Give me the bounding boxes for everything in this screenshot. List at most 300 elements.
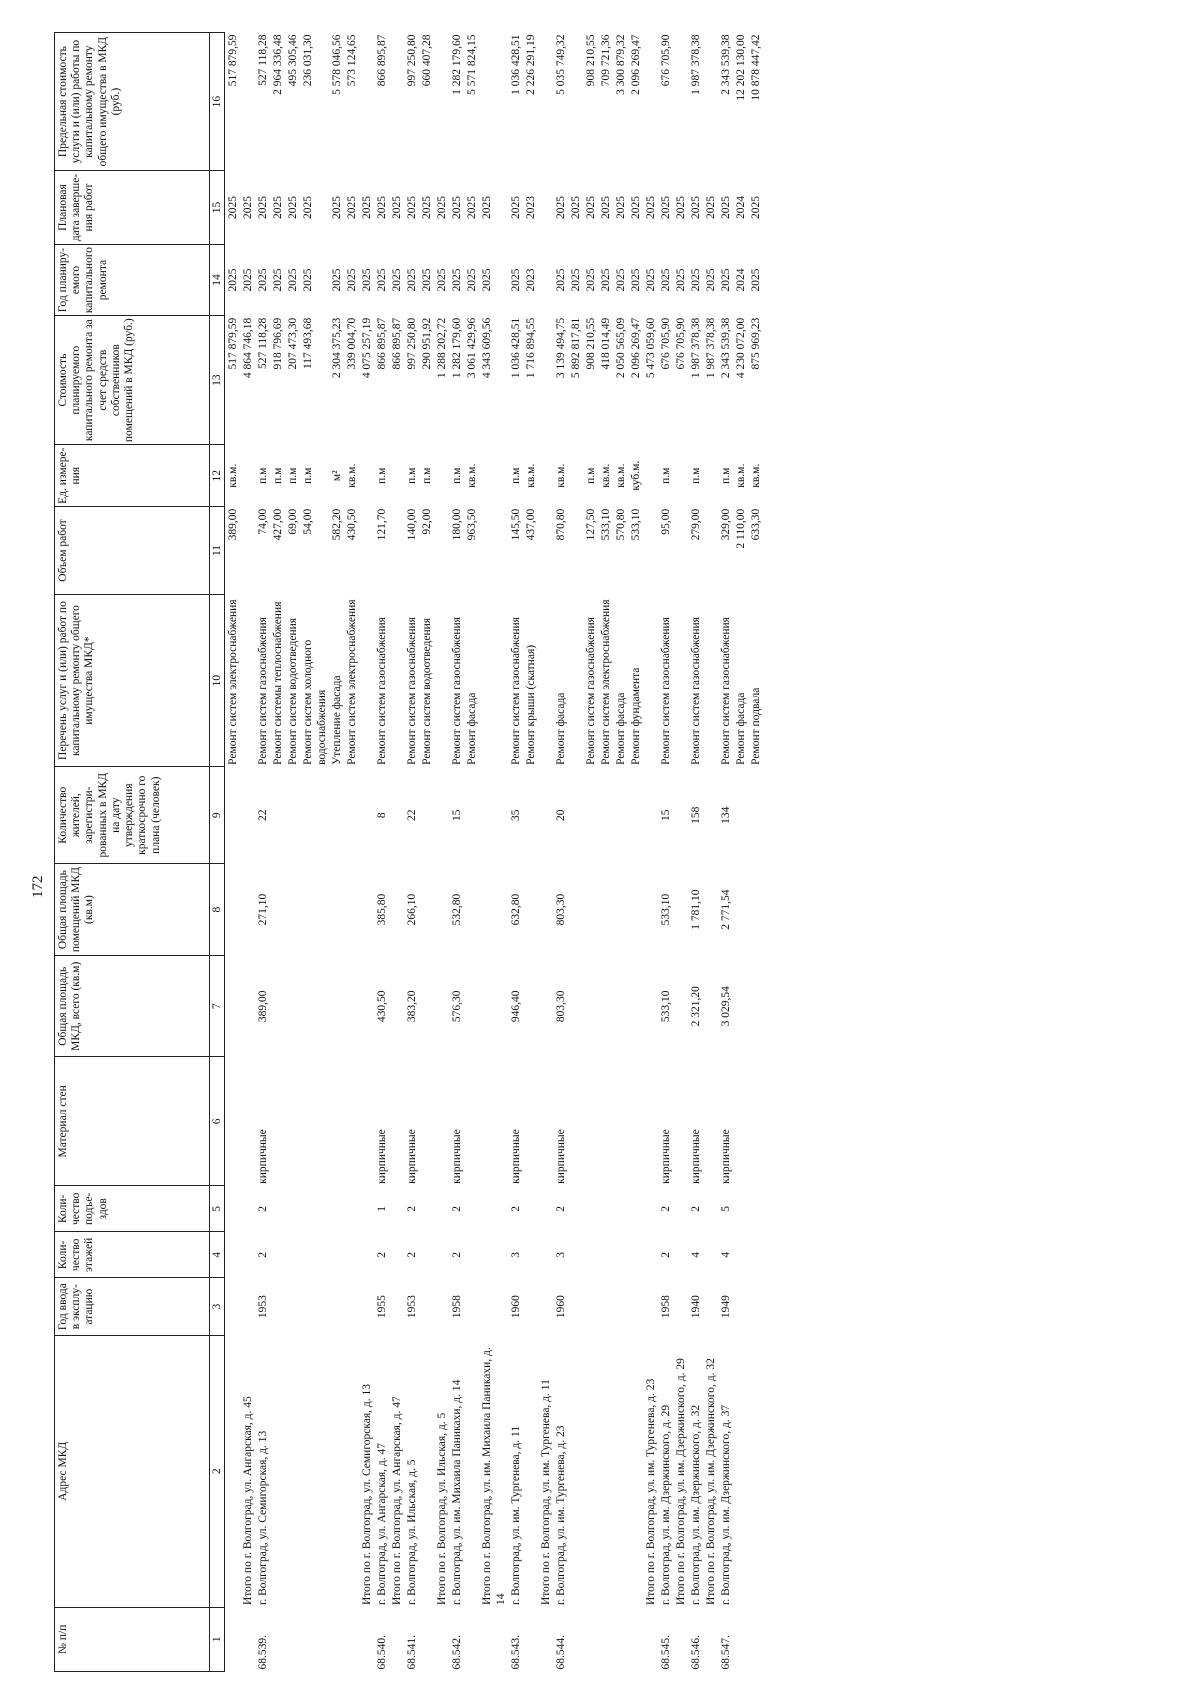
year-built-cell xyxy=(389,1278,404,1336)
premises-area-cell xyxy=(329,864,344,956)
floors-cell xyxy=(628,1232,643,1278)
address-cell: г. Волгоград, ул. им. Тургенева, д. 23 xyxy=(555,1425,567,1606)
column-header-11: Объем работ xyxy=(55,507,210,594)
column-header-14: Год планируемого капитального ремонта xyxy=(55,244,210,315)
entrances-cell: 2 xyxy=(660,1205,672,1212)
work-type-cell: Ремонт систем газоснабжения xyxy=(720,617,732,765)
planned-cost-cell: 1 288 202,72 xyxy=(436,317,448,379)
work-volume-cell xyxy=(479,507,508,594)
unit-cell: п.м xyxy=(287,467,299,484)
planned-cost-cell: 1 716 894,55 xyxy=(525,317,537,379)
residents-cell xyxy=(523,767,538,864)
year-built-cell xyxy=(344,1278,359,1336)
repair-year-cell: 2025 xyxy=(361,268,373,292)
planned-cost-cell xyxy=(538,316,553,445)
planned-cost-cell: 527 118,28 xyxy=(257,317,269,370)
address-cell: г. Волгоград, ул. Ангарская, д. 47 xyxy=(376,1442,388,1606)
limit-cost-cell: 10 878 447,42 xyxy=(750,34,762,101)
column-header-5: Количество подъездов xyxy=(55,1186,210,1232)
column-number-8: 8 xyxy=(210,864,225,956)
unit-cell: п.м xyxy=(257,467,269,484)
floors-cell xyxy=(583,1232,598,1278)
planned-cost-cell: 3 061 429,96 xyxy=(466,317,478,379)
work-type-cell xyxy=(568,594,583,767)
planned-cost-cell: 676 705,90 xyxy=(660,317,672,370)
table-row xyxy=(733,33,748,1672)
work-type-cell: Ремонт систем электроснабжения xyxy=(600,599,612,765)
premises-area-cell xyxy=(673,864,688,956)
residents-cell xyxy=(598,767,613,864)
entrances-cell xyxy=(329,1186,344,1232)
total-area-cell xyxy=(538,956,553,1057)
total-area-cell: 803,30 xyxy=(555,990,567,1023)
limit-cost-cell: 1 987 378,38 xyxy=(690,34,702,95)
unit-cell: п.м xyxy=(720,467,732,484)
table-row xyxy=(688,33,703,1672)
row-number-cell xyxy=(748,1607,763,1671)
work-volume-cell: 870,80 xyxy=(555,508,567,541)
limit-cost-cell: 3 300 879,32 xyxy=(615,34,627,95)
unit-cell: п.м xyxy=(376,467,388,484)
completion-date-cell: 2024 xyxy=(735,196,747,220)
floors-cell xyxy=(344,1232,359,1278)
work-type-cell xyxy=(240,594,255,767)
work-volume-cell xyxy=(643,507,658,594)
year-built-cell xyxy=(300,1278,329,1336)
header-row xyxy=(55,33,210,1672)
wall-material-cell xyxy=(344,1057,359,1186)
wall-material-cell: кирпичные xyxy=(690,1129,702,1184)
address-cell xyxy=(733,1335,748,1607)
work-type-cell: Ремонт систем газоснабжения xyxy=(376,617,388,765)
planned-cost-cell: 5 473 059,60 xyxy=(645,317,657,379)
planned-cost-cell: 4 075 257,19 xyxy=(361,317,373,379)
work-volume-cell xyxy=(568,507,583,594)
premises-area-cell xyxy=(583,864,598,956)
wall-material-cell xyxy=(285,1057,300,1186)
table-row xyxy=(449,33,464,1672)
planned-cost-cell: 2 096 269,47 xyxy=(630,317,642,379)
column-number-10: 10 xyxy=(210,594,225,767)
wall-material-cell xyxy=(464,1057,479,1186)
row-number-cell xyxy=(568,1607,583,1671)
unit-cell: п.м xyxy=(421,467,433,484)
work-volume-cell: 389,00 xyxy=(227,508,239,541)
wall-material-cell xyxy=(643,1057,658,1186)
premises-area-cell xyxy=(538,864,553,956)
planned-cost-cell: 5 892 817,81 xyxy=(570,317,582,379)
repair-year-cell xyxy=(538,244,553,315)
work-type-cell: Ремонт систем водоотведения xyxy=(421,617,433,765)
work-type-cell xyxy=(389,594,404,767)
residents-cell: 22 xyxy=(406,809,418,821)
total-area-cell xyxy=(344,956,359,1057)
entrances-cell xyxy=(673,1186,688,1232)
residents-cell xyxy=(613,767,628,864)
page-number: 172 xyxy=(30,875,46,898)
row-number-cell xyxy=(673,1607,688,1671)
wall-material-cell xyxy=(225,1057,241,1186)
completion-date-cell: 2025 xyxy=(376,196,388,220)
row-number-cell xyxy=(643,1607,658,1671)
unit-cell: п.м xyxy=(690,467,702,484)
residents-cell xyxy=(733,767,748,864)
year-built-cell: 1949 xyxy=(720,1295,732,1319)
unit-cell: кв.м. xyxy=(600,463,612,488)
premises-area-cell xyxy=(285,864,300,956)
premises-area-cell xyxy=(568,864,583,956)
premises-area-cell: 533,10 xyxy=(660,893,672,926)
repair-year-cell: 2025 xyxy=(451,268,463,292)
floors-cell xyxy=(538,1232,553,1278)
work-volume-cell: 329,00 xyxy=(720,508,732,541)
residents-cell xyxy=(703,767,718,864)
planned-cost-cell: 2 343 539,38 xyxy=(720,317,732,379)
limit-cost-cell: 517 879,59 xyxy=(227,34,239,87)
table-row xyxy=(628,33,643,1672)
entrances-cell: 2 xyxy=(406,1205,418,1212)
work-type-cell: Ремонт систем газоснабжения xyxy=(690,617,702,765)
completion-date-cell: 2025 xyxy=(242,196,254,220)
total-area-cell xyxy=(643,956,658,1057)
residents-cell xyxy=(359,767,374,864)
repair-year-cell: 2025 xyxy=(302,268,314,292)
limit-cost-cell xyxy=(673,33,688,171)
premises-area-cell xyxy=(300,864,329,956)
repair-year-cell: 2025 xyxy=(391,268,403,292)
table-row xyxy=(270,33,285,1672)
total-area-cell xyxy=(329,956,344,1057)
work-volume-cell: 69,00 xyxy=(287,508,299,535)
residents-cell xyxy=(464,767,479,864)
address-cell xyxy=(300,1335,329,1607)
column-number-9: 9 xyxy=(210,767,225,864)
wall-material-cell xyxy=(568,1057,583,1186)
year-built-cell xyxy=(598,1278,613,1336)
floors-cell xyxy=(240,1232,255,1278)
limit-cost-cell: 908 210,55 xyxy=(585,34,597,87)
work-type-cell: Ремонт систем газоснабжения xyxy=(510,617,522,765)
floors-cell xyxy=(703,1232,718,1278)
table-row xyxy=(613,33,628,1672)
total-area-cell xyxy=(359,956,374,1057)
total-area-cell xyxy=(434,956,449,1057)
table-row xyxy=(329,33,344,1672)
work-type-cell xyxy=(434,594,449,767)
year-built-cell: 1953 xyxy=(406,1295,418,1319)
total-area-cell xyxy=(583,956,598,1057)
total-area-cell xyxy=(748,956,763,1057)
entrances-cell xyxy=(613,1186,628,1232)
completion-date-cell: 2025 xyxy=(346,196,358,220)
wall-material-cell xyxy=(538,1057,553,1186)
completion-date-cell: 2025 xyxy=(705,196,717,220)
column-number-7: 7 xyxy=(210,956,225,1057)
work-volume-cell: 437,00 xyxy=(525,508,537,541)
entrances-cell xyxy=(344,1186,359,1232)
year-built-cell xyxy=(419,1278,434,1336)
floors-cell xyxy=(479,1232,508,1278)
work-volume-cell: 430,50 xyxy=(346,508,358,541)
floors-cell: 2 xyxy=(257,1251,269,1258)
repair-year-cell: 2025 xyxy=(555,268,567,292)
limit-cost-cell xyxy=(703,33,718,171)
address-cell: Итого по г. Волгоград, ул. Ангарская, д. 47 xyxy=(391,1396,403,1606)
work-volume-cell xyxy=(359,507,374,594)
unit-cell xyxy=(703,445,718,507)
wall-material-cell: кирпичные xyxy=(376,1129,388,1184)
floors-cell xyxy=(389,1232,404,1278)
planned-cost-cell: 1 987 378,38 xyxy=(690,317,702,379)
limit-cost-cell: 5 578 046,56 xyxy=(331,34,343,95)
wall-material-cell xyxy=(240,1057,255,1186)
floors-cell xyxy=(464,1232,479,1278)
wall-material-cell: кирпичные xyxy=(510,1129,522,1184)
entrances-cell xyxy=(270,1186,285,1232)
completion-date-cell: 2025 xyxy=(645,196,657,220)
wall-material-cell xyxy=(389,1057,404,1186)
work-volume-cell xyxy=(538,507,553,594)
completion-date-cell: 2025 xyxy=(257,196,269,220)
residents-cell xyxy=(329,767,344,864)
total-area-cell xyxy=(628,956,643,1057)
work-volume-cell xyxy=(240,507,255,594)
repair-year-cell: 2025 xyxy=(585,268,597,292)
address-cell xyxy=(583,1335,598,1607)
unit-cell xyxy=(643,445,658,507)
address-cell: Итого по г. Волгоград, ул. им. Дзержинского, д. 29 xyxy=(675,1358,687,1606)
column-header-9: Количество жителей, зарегистрированных в МКД на дату утверждения краткосрочно го плана (человек) xyxy=(55,767,210,864)
planned-cost-cell: 117 493,68 xyxy=(302,317,314,370)
planned-cost-cell: 4 230 072,00 xyxy=(735,317,747,379)
completion-date-cell: 2025 xyxy=(391,196,403,220)
premises-area-cell xyxy=(419,864,434,956)
wall-material-cell xyxy=(583,1057,598,1186)
table-row xyxy=(344,33,359,1672)
unit-cell: п.м xyxy=(302,467,314,484)
address-cell: Итого по г. Волгоград, ул. им. Михаила Паникахи, д. 14 xyxy=(481,1347,507,1606)
row-number-cell xyxy=(538,1607,553,1671)
residents-cell xyxy=(300,767,329,864)
work-type-cell xyxy=(538,594,553,767)
premises-area-cell: 271,10 xyxy=(257,893,269,926)
repair-year-cell: 2025 xyxy=(287,268,299,292)
entrances-cell xyxy=(523,1186,538,1232)
floors-cell xyxy=(270,1232,285,1278)
wall-material-cell xyxy=(270,1057,285,1186)
work-volume-cell: 74,00 xyxy=(257,508,269,535)
floors-cell xyxy=(568,1232,583,1278)
work-volume-cell: 92,00 xyxy=(421,508,433,535)
repair-year-cell: 2025 xyxy=(346,268,358,292)
table-row xyxy=(568,33,583,1672)
row-number-cell xyxy=(703,1607,718,1671)
entrances-cell xyxy=(389,1186,404,1232)
wall-material-cell xyxy=(733,1057,748,1186)
year-built-cell xyxy=(479,1278,508,1336)
entrances-cell: 2 xyxy=(690,1205,702,1212)
repair-year-cell: 2023 xyxy=(525,268,537,292)
repair-year-cell: 2025 xyxy=(242,268,254,292)
year-built-cell xyxy=(434,1278,449,1336)
table-row xyxy=(389,33,404,1672)
work-type-cell xyxy=(479,594,508,767)
row-number-cell: 68.541. xyxy=(406,1635,418,1670)
completion-date-cell: 2025 xyxy=(600,196,612,220)
address-cell: г. Волгоград, ул. им. Михаила Паникахи, д. 14 xyxy=(451,1379,463,1606)
premises-area-cell: 803,30 xyxy=(555,893,567,926)
residents-cell xyxy=(434,767,449,864)
year-built-cell xyxy=(523,1278,538,1336)
row-number-cell xyxy=(225,1607,241,1671)
entrances-cell xyxy=(240,1186,255,1232)
premises-area-cell: 632,80 xyxy=(510,893,522,926)
work-type-cell: Ремонт фундамента xyxy=(630,667,642,765)
repair-year-cell: 2024 xyxy=(735,268,747,292)
floors-cell: 2 xyxy=(660,1251,672,1258)
unit-cell: кв.м. xyxy=(735,463,747,488)
total-area-cell xyxy=(523,956,538,1057)
work-volume-cell: 633,30 xyxy=(750,508,762,541)
total-area-cell xyxy=(285,956,300,1057)
total-area-cell xyxy=(598,956,613,1057)
table-row xyxy=(703,33,718,1672)
column-header-13: Стоимость планируемого капитального ремонта за счет средств собственников помещений в МКД (руб.) xyxy=(55,316,210,445)
address-cell: Итого по г. Волгоград, ул. им. Дзержинского, д. 32 xyxy=(705,1358,717,1606)
table-row xyxy=(673,33,688,1672)
work-volume-cell xyxy=(434,507,449,594)
repair-year-cell: 2025 xyxy=(331,268,343,292)
column-number-6: 6 xyxy=(210,1057,225,1186)
limit-cost-cell xyxy=(359,33,374,171)
work-type-cell: Ремонт систем холодного водоснабжения xyxy=(302,639,328,765)
repair-year-cell: 2025 xyxy=(675,268,687,292)
floors-cell xyxy=(643,1232,658,1278)
work-volume-cell: 582,20 xyxy=(331,508,343,541)
unit-cell: кв.м. xyxy=(615,463,627,488)
limit-cost-cell: 5 571 824,15 xyxy=(466,34,478,95)
premises-area-cell xyxy=(240,864,255,956)
residents-cell: 158 xyxy=(690,806,702,824)
address-cell: г. Волгоград, ул. им. Тургенева, д. 11 xyxy=(510,1425,522,1606)
address-cell xyxy=(344,1335,359,1607)
column-number-11: 11 xyxy=(210,507,225,594)
premises-area-cell xyxy=(270,864,285,956)
year-built-cell: 1953 xyxy=(257,1295,269,1319)
completion-date-cell: 2023 xyxy=(525,196,537,220)
year-built-cell xyxy=(329,1278,344,1336)
residents-cell xyxy=(643,767,658,864)
table-row xyxy=(285,33,300,1672)
unit-cell: п.м xyxy=(585,467,597,484)
floors-cell xyxy=(523,1232,538,1278)
premises-area-cell xyxy=(628,864,643,956)
entrances-cell xyxy=(598,1186,613,1232)
year-built-cell: 1960 xyxy=(510,1295,522,1319)
limit-cost-cell: 527 118,28 xyxy=(257,34,269,86)
row-number-cell xyxy=(523,1607,538,1671)
wall-material-cell xyxy=(673,1057,688,1186)
premises-area-cell xyxy=(703,864,718,956)
limit-cost-cell xyxy=(643,33,658,171)
premises-area-cell xyxy=(359,864,374,956)
completion-date-cell: 2025 xyxy=(287,196,299,220)
table-row xyxy=(583,33,598,1672)
row-number-cell xyxy=(344,1607,359,1671)
work-volume-cell: 127,50 xyxy=(585,508,597,541)
limit-cost-cell: 997 250,80 xyxy=(406,34,418,87)
floors-cell xyxy=(329,1232,344,1278)
completion-date-cell: 2025 xyxy=(750,196,762,220)
wall-material-cell xyxy=(748,1057,763,1186)
limit-cost-cell xyxy=(389,33,404,171)
wall-material-cell: кирпичные xyxy=(257,1129,269,1184)
unit-cell: п.м xyxy=(510,467,522,484)
year-built-cell xyxy=(285,1278,300,1336)
work-volume-cell xyxy=(673,507,688,594)
row-number-cell xyxy=(613,1607,628,1671)
column-header-4: Количество этажей xyxy=(55,1232,210,1278)
row-number-cell: 68.542. xyxy=(451,1635,463,1670)
capital-repair-table-sheet xyxy=(54,32,1194,1672)
entrances-cell xyxy=(225,1186,241,1232)
row-number-cell xyxy=(270,1607,285,1671)
residents-cell xyxy=(225,767,241,864)
planned-cost-cell: 1 282 179,60 xyxy=(451,317,463,379)
planned-cost-cell: 997 250,80 xyxy=(406,317,418,370)
repair-year-cell: 2025 xyxy=(227,268,239,292)
work-type-cell: Ремонт фасада xyxy=(466,692,478,765)
residents-cell xyxy=(583,767,598,864)
premises-area-cell xyxy=(344,864,359,956)
address-cell: г. Волгоград, ул. Ильская, д. 5 xyxy=(406,1459,418,1606)
floors-cell: 3 xyxy=(555,1251,567,1258)
row-number-cell: 68.543. xyxy=(510,1635,522,1670)
limit-cost-cell: 495 305,46 xyxy=(287,34,299,87)
residents-cell xyxy=(285,767,300,864)
repair-year-cell: 2025 xyxy=(436,268,448,292)
wall-material-cell xyxy=(359,1057,374,1186)
work-type-cell: Утепление фасада xyxy=(331,675,343,765)
unit-cell: п.м xyxy=(451,467,463,484)
column-number-16: 16 xyxy=(210,33,225,171)
entrances-cell: 2 xyxy=(555,1205,567,1212)
work-type-cell: Ремонт систем электроснабжения xyxy=(227,599,239,765)
year-built-cell xyxy=(583,1278,598,1336)
limit-cost-cell xyxy=(479,33,508,171)
unit-cell: куб.м. xyxy=(630,460,642,491)
address-cell xyxy=(568,1335,583,1607)
limit-cost-cell xyxy=(538,33,553,171)
unit-cell: кв.м. xyxy=(346,463,358,488)
wall-material-cell xyxy=(598,1057,613,1186)
total-area-cell: 946,40 xyxy=(510,990,522,1023)
total-area-cell: 383,20 xyxy=(406,990,418,1023)
total-area-cell: 3 029,54 xyxy=(720,986,732,1027)
column-number-5: 5 xyxy=(210,1186,225,1232)
address-cell xyxy=(598,1335,613,1607)
work-type-cell: Ремонт систем газоснабжения xyxy=(406,617,418,765)
address-cell xyxy=(225,1335,241,1607)
column-header-2: Адрес МКД xyxy=(55,1335,210,1607)
address-cell xyxy=(419,1335,434,1607)
premises-area-cell: 2 771,54 xyxy=(720,889,732,930)
floors-cell xyxy=(434,1232,449,1278)
limit-cost-cell: 5 035 749,32 xyxy=(555,34,567,95)
year-built-cell xyxy=(359,1278,374,1336)
row-number-cell xyxy=(240,1607,255,1671)
table-row xyxy=(553,33,568,1672)
